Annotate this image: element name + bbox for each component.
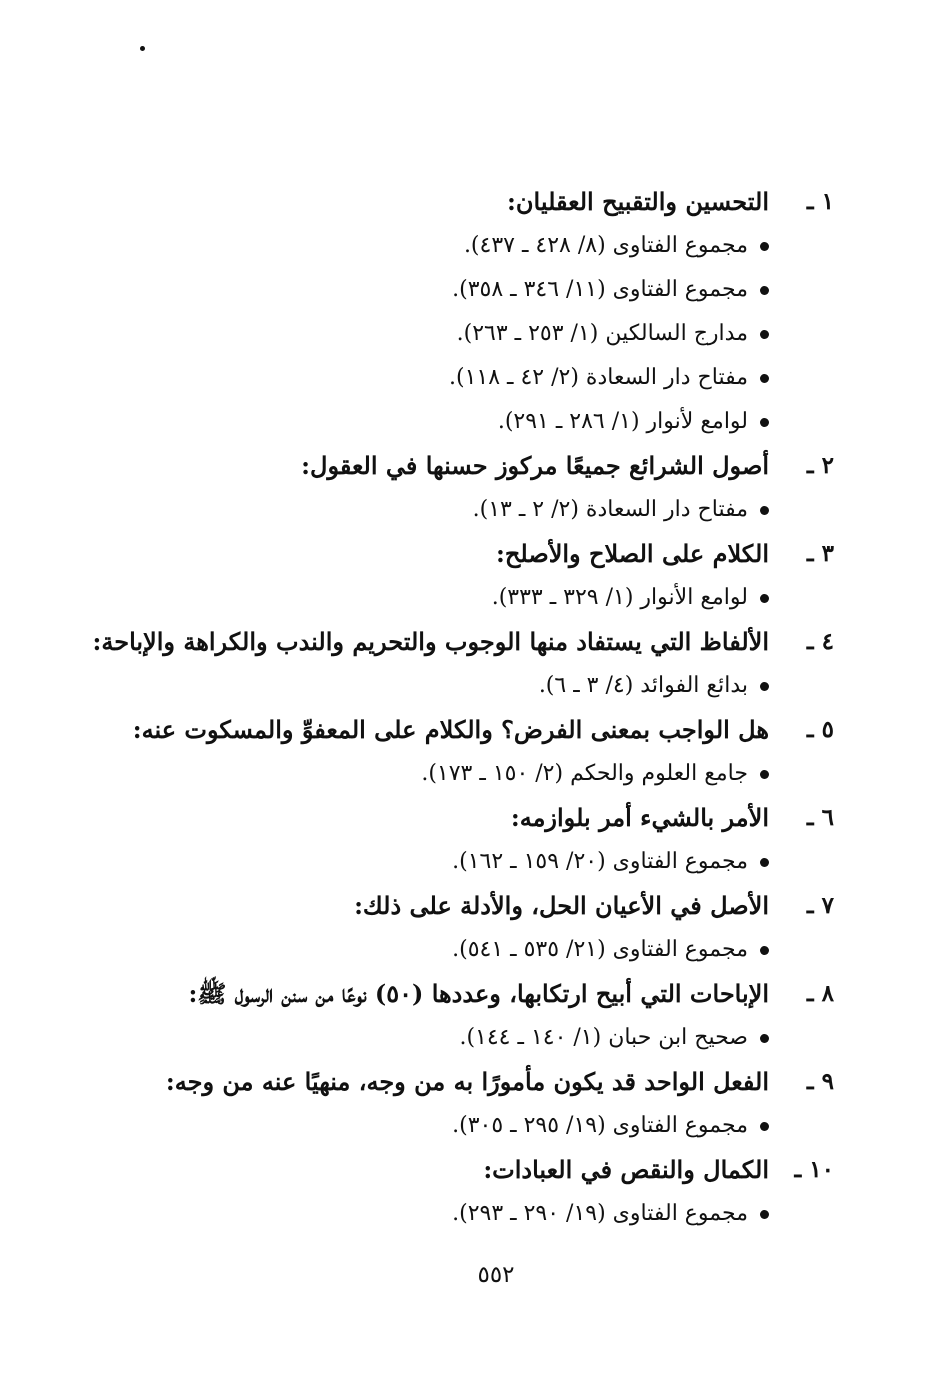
bullet-icon	[760, 242, 769, 251]
reference-item	[69, 664, 769, 708]
bullet-icon	[760, 1210, 769, 1219]
reference-text: مجموع الفتاوى (١١/ ٣٤٦ ـ ٣٥٨).	[452, 277, 748, 302]
reference-text: لوامع لأنوار (١/ ٢٨٦ ـ ٢٩١).	[497, 409, 748, 434]
page-mark-dot	[140, 46, 145, 51]
topic-number: ٢ ـ	[806, 452, 834, 479]
reference-item	[69, 1104, 769, 1148]
topic-title: الأمر بالشيء أمر بلوازمه:	[510, 803, 769, 832]
topic-heading	[69, 532, 834, 576]
topic-title: الإباحات التي أبيح ارتكابها، وعددها (٥٠) نوعًا من سنن الرسول ﷺ:	[188, 979, 769, 1008]
bullet-icon	[760, 682, 769, 691]
topic-number: ٥ ـ	[806, 716, 834, 743]
topic-title: التحسين والتقبيح العقليان:	[507, 187, 769, 216]
topic-number: ٦ ـ	[806, 804, 834, 831]
bullet-icon	[760, 374, 769, 383]
topic-heading	[69, 708, 834, 752]
topic-number: ١٠ ـ	[794, 1156, 834, 1183]
reference-item	[69, 576, 769, 620]
reference-item	[69, 312, 769, 356]
bullet-icon	[760, 418, 769, 427]
topic-number: ٣ ـ	[806, 540, 834, 567]
reference-text: مجموع الفتاوى (١٩/ ٢٩٥ ـ ٣٠٥).	[452, 1113, 748, 1138]
topic-heading	[69, 620, 834, 664]
reference-item	[69, 356, 769, 400]
bullet-icon	[760, 1122, 769, 1131]
reference-text: مجموع الفتاوى (٢١/ ٥٣٥ ـ ٥٤١).	[452, 937, 748, 962]
reference-item	[69, 488, 769, 532]
topic-number: ٧ ـ	[806, 892, 834, 919]
topic-number: ١ ـ	[806, 188, 834, 215]
reference-item	[69, 268, 769, 312]
topic-heading	[69, 1148, 834, 1192]
reference-text: جامع العلوم والحكم (٢/ ١٥٠ ـ ١٧٣).	[421, 761, 748, 786]
reference-text: مدارج السالكين (١/ ٢٥٣ ـ ٢٦٣).	[456, 321, 748, 346]
reference-item	[69, 224, 769, 268]
bullet-icon	[760, 594, 769, 603]
topic-title: الكلام على الصلاح والأصلح:	[496, 539, 769, 568]
topic-title: الأصل في الأعيان الحل، والأدلة على ذلك:	[354, 891, 769, 920]
topic-number: ٤ ـ	[806, 628, 834, 655]
reference-item	[69, 840, 769, 884]
reference-item	[69, 752, 769, 796]
topic-number: ٩ ـ	[806, 1068, 834, 1095]
topic-title: الكمال والنقص في العبادات:	[483, 1155, 769, 1184]
reference-text: مفتاح دار السعادة (٢/ ٤٢ ـ ١١٨).	[449, 365, 748, 390]
reference-item	[69, 1016, 769, 1060]
reference-item	[69, 400, 769, 444]
topic-heading	[69, 972, 834, 1016]
reference-text: مجموع الفتاوى (٢٠/ ١٥٩ ـ ١٦٢).	[452, 849, 748, 874]
bullet-icon	[760, 286, 769, 295]
reference-text: صحيح ابن حبان (١/ ١٤٠ ـ ١٤٤).	[459, 1025, 748, 1050]
topic-heading	[69, 796, 834, 840]
topics-list	[69, 180, 834, 1236]
topic-heading	[69, 180, 834, 224]
reference-text: مجموع الفتاوى (٨/ ٤٢٨ ـ ٤٣٧).	[463, 233, 748, 258]
reference-text: مفتاح دار السعادة (٢/ ٢ ـ ١٣).	[472, 497, 748, 522]
bullet-icon	[760, 946, 769, 955]
reference-text: لوامع الأنوار (١/ ٣٢٩ ـ ٣٣٣).	[491, 585, 748, 610]
bullet-icon	[760, 330, 769, 339]
topic-heading	[69, 444, 834, 488]
topic-title: أصول الشرائع جميعًا مركوز حسنها في العقول:	[301, 451, 769, 480]
bullet-icon	[760, 1034, 769, 1043]
reference-text: مجموع الفتاوى (١٩/ ٢٩٠ ـ ٢٩٣).	[452, 1201, 748, 1226]
topic-title: هل الواجب بمعنى الفرض؟ والكلام على المعفوِّ والمسكوت عنه:	[132, 715, 769, 744]
topic-title: الألفاظ التي يستفاد منها الوجوب والتحريم والندب والكراهة والإباحة:	[92, 627, 769, 656]
topic-heading	[69, 1060, 834, 1104]
bullet-icon	[760, 770, 769, 779]
reference-text: بدائع الفوائد (٤/ ٣ ـ ٦).	[538, 673, 748, 698]
topic-title: الفعل الواحد قد يكون مأمورًا به من وجه، منهيًا عنه من وجه:	[165, 1067, 769, 1096]
reference-item	[69, 928, 769, 972]
reference-item	[69, 1192, 769, 1236]
bullet-icon	[760, 506, 769, 515]
page-number: ٥٥٢	[477, 1262, 515, 1288]
bullet-icon	[760, 858, 769, 867]
topic-heading	[69, 884, 834, 928]
topic-number: ٨ ـ	[806, 980, 834, 1007]
